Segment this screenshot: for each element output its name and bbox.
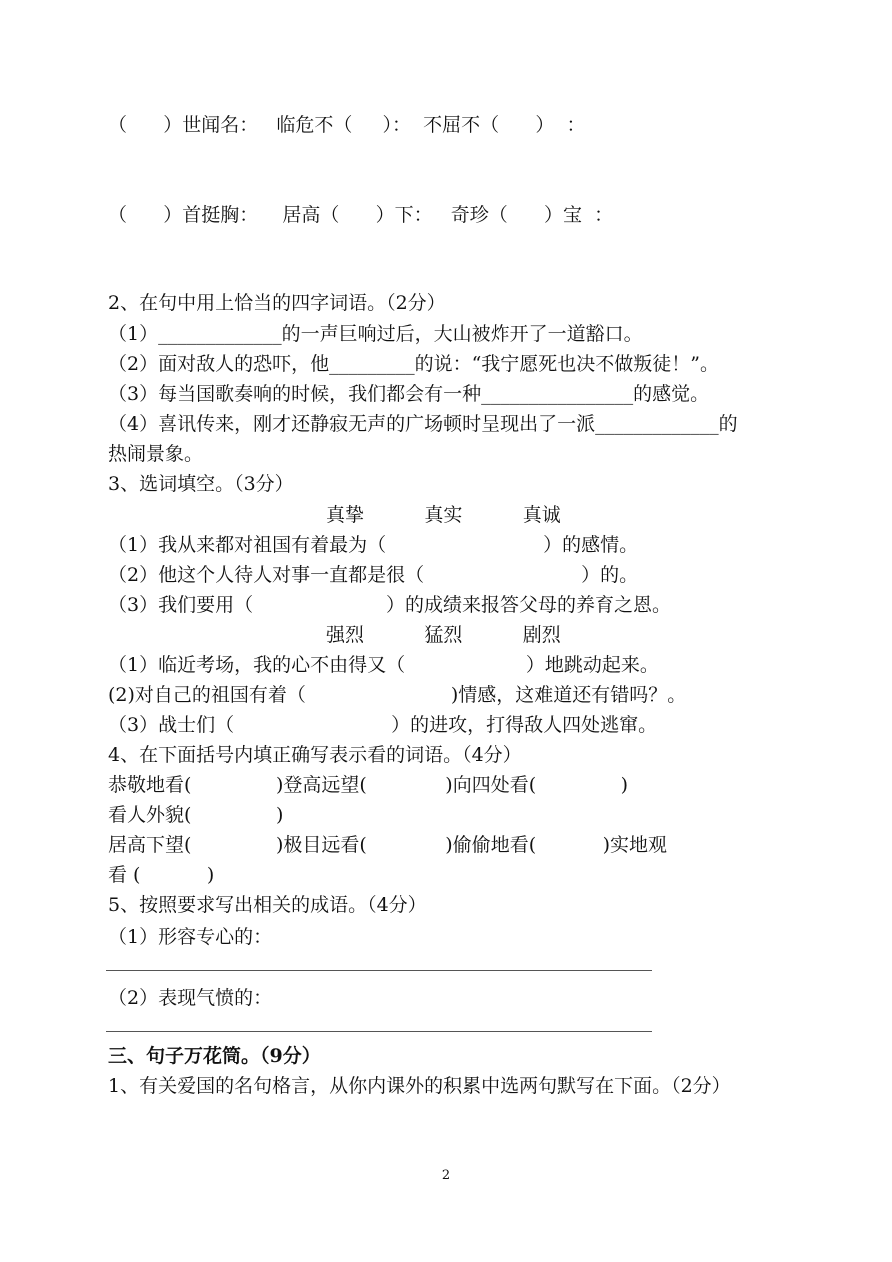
q2-sentence-4: （4）喜讯传来，刚才还静寂无声的广场顿时呈现出了一派_____________的 xyxy=(108,413,738,435)
q3-title: 3、选词填空。（3分） xyxy=(108,473,294,495)
q2-title: 2、在句中用上恰当的四字词语。（2分） xyxy=(108,292,446,314)
q3-item-a2: （2）他这个人待人对事一直都是很（ ）的。 xyxy=(108,564,639,586)
answer-line-2 xyxy=(106,1031,652,1032)
q5-prompt-2: （2）表现气愤的： xyxy=(108,987,273,1009)
q3-item-b1: （1）临近考场，我的心不由得又（ ）地跳动起来。 xyxy=(108,654,659,676)
q3-word-choices-1: 真挚 真实 真诚 xyxy=(326,504,561,526)
q2-sentence-2: （2）面对敌人的恐吓，他_________的说：“我宁愿死也决不做叛徒！”。 xyxy=(108,353,720,375)
q3-item-a3: （3）我们要用（ ）的成绩来报答父母的养育之恩。 xyxy=(108,594,671,616)
q3-word-choices-2: 强烈 猛烈 剧烈 xyxy=(326,624,561,646)
q2-sentence-4-cont: 热闹景象。 xyxy=(108,443,204,465)
q4-line-1: 恭敬地看( )登高远望( )向四处看( ) xyxy=(108,774,629,796)
q3-item-a1: （1）我从来都对祖国有着最为（ ）的感情。 xyxy=(108,534,639,556)
q2-sentence-1: （1）_____________的一声巨响过后，大山被炸开了一道豁口。 xyxy=(108,323,643,345)
fill-row-1: （ ）世闻名： 临危不（ ）： 不屈不（ ） ： xyxy=(108,114,586,136)
q2-sentence-3: （3）每当国歌奏响的时候，我们都会有一种________________的感觉。 xyxy=(108,383,710,405)
section-3-q1: 1、有关爱国的名句格言，从你内课外的积累中选两句默写在下面。（2分） xyxy=(108,1075,731,1097)
q4-title: 4、在下面括号内填正确写表示看的词语。（4分） xyxy=(108,744,522,766)
q5-title: 5、按照要求写出相关的成语。（4分） xyxy=(108,894,427,916)
q4-line-4: 看 ( ) xyxy=(108,864,215,886)
section-3-heading: 三、句子万花筒。（9分） xyxy=(108,1045,321,1067)
fill-row-2: （ ）首挺胸： 居高（ ）下： 奇珍（ ）宝 ： xyxy=(108,204,614,226)
q3-item-b2: (2)对自己的祖国有着（ )情感，这难道还有错吗？。 xyxy=(108,684,687,706)
q3-item-b3: （3）战士们（ ）的进攻，打得敌人四处逃窜。 xyxy=(108,714,658,736)
q4-line-2: 看人外貌( ) xyxy=(108,804,284,826)
answer-line-1 xyxy=(106,970,652,971)
q4-line-3: 居高下望( )极目远看( )偷偷地看( )实地观 xyxy=(108,834,667,856)
q5-prompt-1: （1）形容专心的： xyxy=(108,926,273,948)
page-number: 2 xyxy=(441,1168,451,1183)
